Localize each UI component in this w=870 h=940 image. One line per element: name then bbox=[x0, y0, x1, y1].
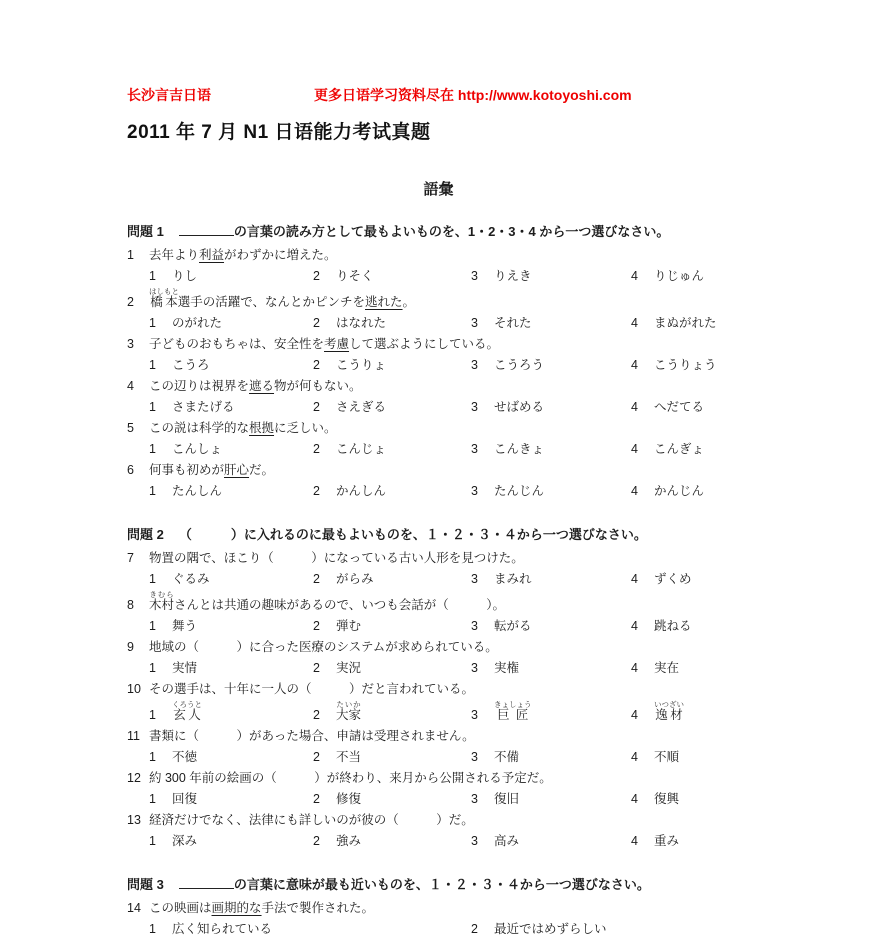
option-text: こうろう bbox=[494, 358, 545, 372]
option-text: まみれ bbox=[494, 572, 532, 586]
question-number: 1 bbox=[127, 248, 134, 262]
option-number: 3 bbox=[471, 834, 478, 848]
option-4 bbox=[631, 747, 750, 768]
option-4 bbox=[631, 616, 750, 637]
option-1 bbox=[149, 266, 313, 287]
text-segment: 木村きむら bbox=[149, 590, 175, 612]
red-header bbox=[127, 87, 750, 103]
option-2 bbox=[313, 481, 471, 502]
option-1 bbox=[149, 569, 313, 590]
section-heading bbox=[127, 875, 750, 895]
option-number: 4 bbox=[631, 442, 638, 456]
option-text: こんじょ bbox=[336, 442, 387, 456]
text-segment: 選手の活躍で、なんとかピンチを bbox=[177, 295, 366, 309]
option-number: 4 bbox=[631, 484, 638, 498]
text-segment: さんとは共通の趣味があるので、いつも会話が（ ）。 bbox=[174, 598, 506, 612]
option-number: 2 bbox=[313, 484, 320, 498]
text-segment: の言葉の読み方として最もよいものを、1・2・3・4 から一つ選びなさい。 bbox=[233, 224, 670, 239]
option-2 bbox=[313, 616, 471, 637]
option-number: 2 bbox=[313, 750, 320, 764]
text-segment: 子どものおもちゃは、安全性を bbox=[149, 337, 325, 351]
question-number: 13 bbox=[127, 813, 141, 827]
question-13 bbox=[127, 810, 750, 852]
option-4 bbox=[631, 313, 750, 334]
question-number: 8 bbox=[127, 598, 134, 612]
option-text: 巨匠きょしょう bbox=[494, 700, 532, 722]
question-12 bbox=[127, 768, 750, 810]
options-row bbox=[127, 569, 750, 590]
question-14 bbox=[127, 898, 750, 940]
question-stem bbox=[127, 418, 750, 439]
option-number: 1 bbox=[149, 708, 156, 722]
option-4 bbox=[631, 439, 750, 460]
option-3 bbox=[471, 616, 631, 637]
option-number: 2 bbox=[313, 661, 320, 675]
option-number: 3 bbox=[471, 484, 478, 498]
question-number: 11 bbox=[127, 729, 140, 743]
options-row bbox=[127, 919, 750, 940]
option-text: ずくめ bbox=[654, 572, 692, 586]
question-stem bbox=[127, 726, 750, 747]
option-1 bbox=[149, 616, 313, 637]
option-number: 4 bbox=[631, 708, 638, 722]
text-segment: 物置の隅で、ほこり（ ）になっている古い人形を見つけた。 bbox=[149, 551, 524, 565]
underlined-word: 利益 bbox=[199, 248, 225, 262]
question-5 bbox=[127, 418, 750, 460]
option-2 bbox=[313, 355, 471, 376]
text-segment: 。 bbox=[402, 295, 416, 309]
option-text: がらみ bbox=[336, 572, 374, 586]
option-text: 不当 bbox=[336, 750, 362, 764]
option-1 bbox=[149, 658, 313, 679]
option-text: こうりょう bbox=[654, 358, 717, 372]
question-number: 2 bbox=[127, 295, 134, 309]
option-number: 1 bbox=[149, 442, 156, 456]
furigana: くろうと bbox=[172, 700, 202, 709]
option-number: 3 bbox=[471, 442, 478, 456]
option-text: りそく bbox=[336, 269, 374, 283]
option-number: 4 bbox=[631, 269, 638, 283]
option-2 bbox=[313, 700, 471, 726]
option-number: 3 bbox=[471, 750, 478, 764]
option-number: 1 bbox=[149, 269, 156, 283]
question-7 bbox=[127, 548, 750, 590]
option-text: 高み bbox=[494, 834, 520, 848]
question-number: 10 bbox=[127, 682, 141, 696]
question-9 bbox=[127, 637, 750, 679]
option-text: 強み bbox=[336, 834, 362, 848]
option-text: 復旧 bbox=[494, 792, 520, 806]
option-text: たんじん bbox=[494, 484, 545, 498]
option-3 bbox=[471, 700, 631, 726]
option-text: こんぎょ bbox=[654, 442, 705, 456]
option-3 bbox=[471, 789, 631, 810]
question-number: 9 bbox=[127, 640, 134, 654]
option-text: 実在 bbox=[654, 661, 680, 675]
option-number: 2 bbox=[313, 572, 320, 586]
option-text: 重み bbox=[654, 834, 680, 848]
option-text: 回復 bbox=[172, 792, 198, 806]
question-1 bbox=[127, 245, 750, 287]
option-text: せばめる bbox=[494, 400, 545, 414]
option-4 bbox=[631, 569, 750, 590]
option-text: 広く知られている bbox=[172, 922, 273, 936]
option-3 bbox=[471, 439, 631, 460]
option-3 bbox=[471, 397, 631, 418]
option-2 bbox=[313, 266, 471, 287]
options-row bbox=[127, 266, 750, 287]
text-segment: 地域の（ ）に合った医療のシステムが求められている。 bbox=[149, 640, 498, 654]
furigana: たいか bbox=[336, 700, 361, 709]
underlined-word: 考慮 bbox=[324, 337, 350, 351]
question-stem bbox=[127, 898, 750, 919]
brand-text: 长沙言吉日语 bbox=[127, 87, 211, 103]
option-4 bbox=[631, 789, 750, 810]
option-1 bbox=[149, 700, 313, 726]
option-text: たんしん bbox=[172, 484, 223, 498]
option-text: りし bbox=[172, 269, 198, 283]
underlined-word: 根拠 bbox=[249, 421, 275, 435]
option-number: 1 bbox=[149, 572, 156, 586]
text-segment: 書類に（ ）があった場合、申請は受理されません。 bbox=[149, 729, 475, 743]
text-segment: 経済だけでなく、法律にも詳しいのが彼の（ ）だ。 bbox=[149, 813, 474, 827]
option-number: 4 bbox=[631, 358, 638, 372]
option-3 bbox=[471, 658, 631, 679]
option-number: 3 bbox=[471, 572, 478, 586]
option-number: 2 bbox=[313, 358, 320, 372]
question-stem bbox=[127, 810, 750, 831]
option-4 bbox=[631, 700, 750, 726]
options-row bbox=[127, 481, 750, 502]
option-number: 2 bbox=[313, 400, 320, 414]
furigana: きょしょう bbox=[494, 700, 532, 709]
furigana: いつざい bbox=[654, 700, 684, 709]
text-segment: 手法で製作された。 bbox=[261, 901, 375, 915]
question-6 bbox=[127, 460, 750, 502]
section-label: 問題 1 bbox=[127, 224, 164, 239]
question-stem bbox=[127, 287, 750, 313]
option-number: 4 bbox=[631, 572, 638, 586]
option-number: 1 bbox=[149, 316, 156, 330]
option-number: 1 bbox=[149, 922, 156, 936]
question-stem bbox=[127, 768, 750, 789]
question-11 bbox=[127, 726, 750, 768]
option-number: 4 bbox=[631, 792, 638, 806]
text-segment: その選手は、十年に一人の（ ）だと言われている。 bbox=[149, 682, 475, 696]
section-2 bbox=[127, 525, 750, 852]
question-stem bbox=[127, 245, 750, 266]
option-number: 4 bbox=[631, 750, 638, 764]
section-heading bbox=[127, 222, 750, 242]
text-segment: 去年より bbox=[149, 248, 200, 262]
option-1 bbox=[149, 313, 313, 334]
section-label: 問題 2 bbox=[127, 527, 164, 542]
option-text: さまたげる bbox=[172, 400, 235, 414]
text-segment: この辺りは視界を bbox=[149, 379, 250, 393]
text-segment: だ。 bbox=[249, 463, 275, 477]
option-3 bbox=[471, 481, 631, 502]
option-2 bbox=[313, 658, 471, 679]
option-number: 1 bbox=[149, 792, 156, 806]
option-number: 3 bbox=[471, 400, 478, 414]
option-1 bbox=[149, 747, 313, 768]
question-3 bbox=[127, 334, 750, 376]
option-text: こんきょ bbox=[494, 442, 545, 456]
option-number: 4 bbox=[631, 834, 638, 848]
option-text: 転がる bbox=[494, 619, 532, 633]
question-number: 5 bbox=[127, 421, 134, 435]
option-2 bbox=[313, 747, 471, 768]
text-segment: の言葉に意味が最も近いものを、１・２・３・４から一つ選びなさい。 bbox=[233, 877, 650, 892]
option-number: 3 bbox=[471, 316, 478, 330]
option-number: 2 bbox=[313, 619, 320, 633]
option-number: 3 bbox=[471, 269, 478, 283]
options-row bbox=[127, 355, 750, 376]
question-number: 14 bbox=[127, 901, 141, 915]
option-text: 実況 bbox=[336, 661, 362, 675]
option-text: 実権 bbox=[494, 661, 520, 675]
option-number: 3 bbox=[471, 661, 478, 675]
option-text: 復興 bbox=[654, 792, 680, 806]
option-text: こうりょ bbox=[336, 358, 387, 372]
option-3 bbox=[471, 569, 631, 590]
option-3 bbox=[471, 747, 631, 768]
question-stem bbox=[127, 637, 750, 658]
option-text: 不順 bbox=[654, 750, 680, 764]
option-text: 弾む bbox=[336, 619, 362, 633]
option-text: かんしん bbox=[336, 484, 387, 498]
option-number: 3 bbox=[471, 358, 478, 372]
option-number: 4 bbox=[631, 619, 638, 633]
option-text: りえき bbox=[494, 269, 532, 283]
underlined-word: 肝心 bbox=[224, 463, 250, 477]
option-number: 3 bbox=[471, 792, 478, 806]
option-1 bbox=[149, 355, 313, 376]
option-number: 2 bbox=[313, 269, 320, 283]
text-segment: この映画は bbox=[149, 901, 212, 915]
option-text: かんじん bbox=[654, 484, 705, 498]
question-number: 7 bbox=[127, 551, 134, 565]
section-title: 語彙 bbox=[423, 181, 454, 198]
option-4 bbox=[631, 397, 750, 418]
option-number: 1 bbox=[149, 358, 156, 372]
furigana: きむら bbox=[149, 590, 174, 599]
question-stem bbox=[127, 548, 750, 569]
option-text: 最近ではめずらしい bbox=[494, 922, 607, 936]
text-segment: （ ）に入れるのに最もよいものを、１・２・３・４から一つ選びなさい。 bbox=[178, 527, 647, 542]
option-number: 1 bbox=[149, 400, 156, 414]
option-text: へだてる bbox=[654, 400, 705, 414]
option-text: 修復 bbox=[336, 792, 362, 806]
option-number: 1 bbox=[149, 619, 156, 633]
option-2 bbox=[313, 569, 471, 590]
option-text: 不備 bbox=[494, 750, 520, 764]
option-number: 2 bbox=[313, 708, 320, 722]
option-4 bbox=[631, 481, 750, 502]
option-number: 3 bbox=[471, 619, 478, 633]
option-number: 1 bbox=[149, 661, 156, 675]
furigana: はしもと bbox=[149, 287, 179, 296]
question-8 bbox=[127, 590, 750, 637]
option-text: こんしょ bbox=[172, 442, 223, 456]
option-text: こうろ bbox=[172, 358, 210, 372]
question-4 bbox=[127, 376, 750, 418]
question-10 bbox=[127, 679, 750, 726]
options-row bbox=[127, 700, 750, 726]
text-segment: に乏しい。 bbox=[274, 421, 337, 435]
option-number: 4 bbox=[631, 400, 638, 414]
option-text: それた bbox=[494, 316, 532, 330]
option-text: はなれた bbox=[336, 316, 387, 330]
option-text: りじゅん bbox=[654, 269, 705, 283]
text-segment: 橋本はしもと bbox=[149, 287, 179, 309]
option-text: ぐるみ bbox=[172, 572, 210, 586]
question-stem bbox=[127, 376, 750, 397]
section-label: 問題 3 bbox=[127, 877, 164, 892]
option-number: 1 bbox=[149, 750, 156, 764]
section-1 bbox=[127, 222, 750, 502]
options-row bbox=[127, 313, 750, 334]
question-number: 4 bbox=[127, 379, 134, 393]
option-text: 跳ねる bbox=[654, 619, 692, 633]
option-4 bbox=[631, 355, 750, 376]
option-3 bbox=[471, 266, 631, 287]
text-segment: 約 300 年前の絵画の（ ）が終わり、来月から公開される予定だ。 bbox=[149, 771, 552, 785]
options-row bbox=[127, 439, 750, 460]
question-stem bbox=[127, 590, 750, 616]
question-number: 12 bbox=[127, 771, 141, 785]
option-1 bbox=[149, 397, 313, 418]
option-number: 2 bbox=[313, 792, 320, 806]
section-heading bbox=[127, 525, 750, 545]
option-number: 4 bbox=[631, 316, 638, 330]
question-number: 6 bbox=[127, 463, 134, 477]
underlined-word: 遮る bbox=[249, 379, 275, 393]
option-number: 2 bbox=[471, 922, 478, 936]
sections bbox=[127, 222, 750, 940]
options-row bbox=[127, 658, 750, 679]
option-text: 実情 bbox=[172, 661, 198, 675]
text-segment: 物が何もない。 bbox=[274, 379, 362, 393]
option-text: 舞う bbox=[172, 619, 198, 633]
option-text: まぬがれた bbox=[654, 316, 717, 330]
option-3 bbox=[471, 355, 631, 376]
option-number: 4 bbox=[631, 661, 638, 675]
option-1 bbox=[149, 919, 313, 940]
option-text: 逸材いつざい bbox=[654, 700, 684, 722]
option-number: 1 bbox=[149, 484, 156, 498]
options-row bbox=[127, 789, 750, 810]
option-4 bbox=[631, 658, 750, 679]
doc-title: 2011 年 7 月 N1 日语能力考试真题 bbox=[127, 122, 431, 143]
option-3 bbox=[471, 313, 631, 334]
options-row bbox=[127, 747, 750, 768]
question-number: 3 bbox=[127, 337, 134, 351]
option-2 bbox=[313, 397, 471, 418]
option-text: 深み bbox=[172, 834, 198, 848]
option-1 bbox=[149, 439, 313, 460]
options-row bbox=[127, 616, 750, 637]
blank-underline bbox=[179, 224, 234, 236]
option-number: 2 bbox=[313, 442, 320, 456]
option-number: 2 bbox=[313, 316, 320, 330]
option-text: さえぎる bbox=[336, 400, 387, 414]
options-row bbox=[127, 397, 750, 418]
option-number: 1 bbox=[149, 834, 156, 848]
section-3 bbox=[127, 875, 750, 940]
option-text: 大家たいか bbox=[336, 700, 362, 722]
text-segment: この説は科学的な bbox=[149, 421, 250, 435]
option-number: 2 bbox=[313, 834, 320, 848]
option-1 bbox=[149, 481, 313, 502]
question-stem bbox=[127, 460, 750, 481]
option-text: 不徳 bbox=[172, 750, 198, 764]
blank-underline bbox=[179, 877, 234, 889]
underlined-word: 逃れた bbox=[365, 295, 403, 309]
question-stem bbox=[127, 334, 750, 355]
text-segment: して選ぶようにしている。 bbox=[349, 337, 500, 351]
option-text: 玄人くろうと bbox=[172, 700, 202, 722]
option-1 bbox=[149, 789, 313, 810]
question-stem bbox=[127, 679, 750, 700]
text-segment: 何事も初めが bbox=[149, 463, 225, 477]
promo-link[interactable]: 更多日语学习资料尽在 http://www.kotoyoshi.com bbox=[314, 87, 632, 103]
option-text: のがれた bbox=[172, 316, 223, 330]
underlined-word: 画期的な bbox=[211, 901, 262, 915]
question-2 bbox=[127, 287, 750, 334]
text-segment: がわずかに増えた。 bbox=[224, 248, 337, 262]
option-number: 3 bbox=[471, 708, 478, 722]
option-2 bbox=[313, 789, 471, 810]
option-2 bbox=[313, 313, 471, 334]
option-2 bbox=[313, 439, 471, 460]
option-4 bbox=[631, 266, 750, 287]
option-2 bbox=[471, 919, 631, 940]
